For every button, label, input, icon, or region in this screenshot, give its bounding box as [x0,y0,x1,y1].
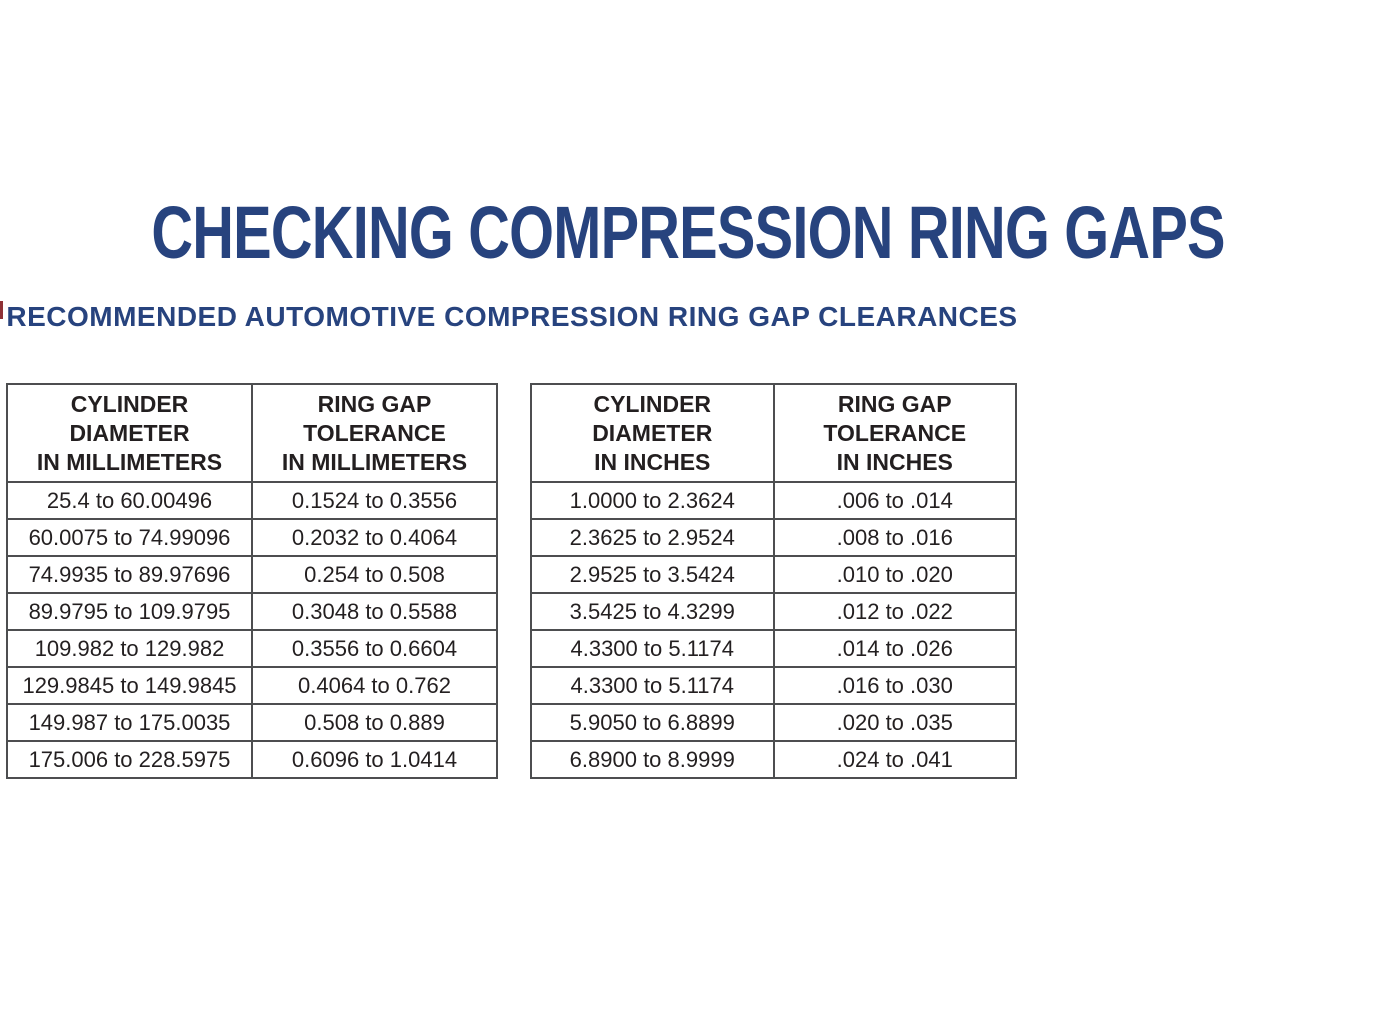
cylinder-diameter-in-value: 1.0000 to 2.3624 [531,482,774,519]
cylinder-diameter-in-value: 2.9525 to 3.5424 [531,556,774,593]
column-header-line: IN MILLIMETERS [281,448,468,475]
column-header-line: TOLERANCE [303,419,446,446]
column-header-line: CYLINDER [70,390,189,417]
table-row [531,704,1016,741]
ring-gap-tolerance-in-value: .016 to .030 [774,667,1017,704]
cylinder-diameter-mm-value: 149.987 to 175.0035 [7,704,252,741]
column-header-line: IN INCHES [836,448,953,475]
cylinder-diameter-mm-value: 129.9845 to 149.9845 [7,667,252,704]
cylinder-diameter-mm-value: 109.982 to 129.982 [7,630,252,667]
table-row [531,482,1016,519]
column-header-line: DIAMETER [592,419,713,446]
ring-gap-tolerance-mm-value: 0.3048 to 0.5588 [252,593,497,630]
cylinder-diameter-in-value: 4.3300 to 5.1174 [531,630,774,667]
table-row [531,519,1016,556]
column-header-line: TOLERANCE [823,419,967,446]
cylinder-diameter-in-value: 5.9050 to 6.8899 [531,704,774,741]
ring-gap-tolerance-in-value: .024 to .041 [774,741,1017,778]
column-header-line: IN INCHES [594,448,711,475]
table-row [531,593,1016,630]
page-title-text: CHECKING COMPRESSION RING GAPS [151,191,1225,274]
ring-gap-tolerance-in-value: .008 to .016 [774,519,1017,556]
cylinder-diameter-mm-value: 60.0075 to 74.99096 [7,519,252,556]
header-row [7,384,497,482]
cylinder-diameter-in-value: 2.3625 to 2.9524 [531,519,774,556]
column-header-line: CYLINDER [593,390,712,417]
ring-gap-table-inches [530,383,1017,779]
table-row [7,482,497,519]
column-header-ring-gap-tolerance-in [774,384,1017,482]
ring-gap-tolerance-mm-value: 0.3556 to 0.6604 [252,630,497,667]
column-header-cylinder-diameter-in [531,384,774,482]
ring-gap-tolerance-mm-value: 0.254 to 0.508 [252,556,497,593]
table-row [531,556,1016,593]
cylinder-diameter-in-value: 3.5425 to 4.3299 [531,593,774,630]
table-row [7,667,497,704]
page-subtitle: RECOMMENDED AUTOMOTIVE COMPRESSION RING GAP CLEARANCES [6,301,1018,332]
cylinder-diameter-in-value: 4.3300 to 5.1174 [531,667,774,704]
column-header-line: IN MILLIMETERS [36,448,223,475]
ring-gap-tolerance-mm-value: 0.508 to 0.889 [252,704,497,741]
table-row [531,667,1016,704]
cylinder-diameter-mm-value: 89.9795 to 109.9795 [7,593,252,630]
table-row [7,741,497,778]
table-row [531,630,1016,667]
page-title [0,191,1225,274]
table-row [7,704,497,741]
ring-gap-tolerance-mm-value: 0.4064 to 0.762 [252,667,497,704]
table-row [7,630,497,667]
table-row [7,593,497,630]
cylinder-diameter-mm-value: 175.006 to 228.5975 [7,741,252,778]
column-header-cylinder-diameter-mm [7,384,252,482]
column-header-line: RING GAP [317,390,432,417]
ring-gap-tolerance-in-value: .012 to .022 [774,593,1017,630]
cylinder-diameter-mm-value: 25.4 to 60.00496 [7,482,252,519]
column-header-ring-gap-tolerance-mm [252,384,497,482]
table-row [531,741,1016,778]
header-row [531,384,1016,482]
table-row [7,519,497,556]
ring-gap-tolerance-mm-value: 0.1524 to 0.3556 [252,482,497,519]
ring-gap-tolerance-mm-value: 0.2032 to 0.4064 [252,519,497,556]
column-header-line: RING GAP [837,390,952,417]
column-header-line: DIAMETER [69,419,190,446]
ring-gap-tolerance-mm-value: 0.6096 to 1.0414 [252,741,497,778]
ring-gap-tolerance-in-value: .006 to .014 [774,482,1017,519]
table-row [7,556,497,593]
ring-gap-tolerance-in-value: .014 to .026 [774,630,1017,667]
cylinder-diameter-mm-value: 74.9935 to 89.97696 [7,556,252,593]
cylinder-diameter-in-value: 6.8900 to 8.9999 [531,741,774,778]
ring-gap-table-millimeters [6,383,498,779]
ring-gap-tolerance-in-value: .010 to .020 [774,556,1017,593]
ring-gap-tolerance-in-value: .020 to .035 [774,704,1017,741]
